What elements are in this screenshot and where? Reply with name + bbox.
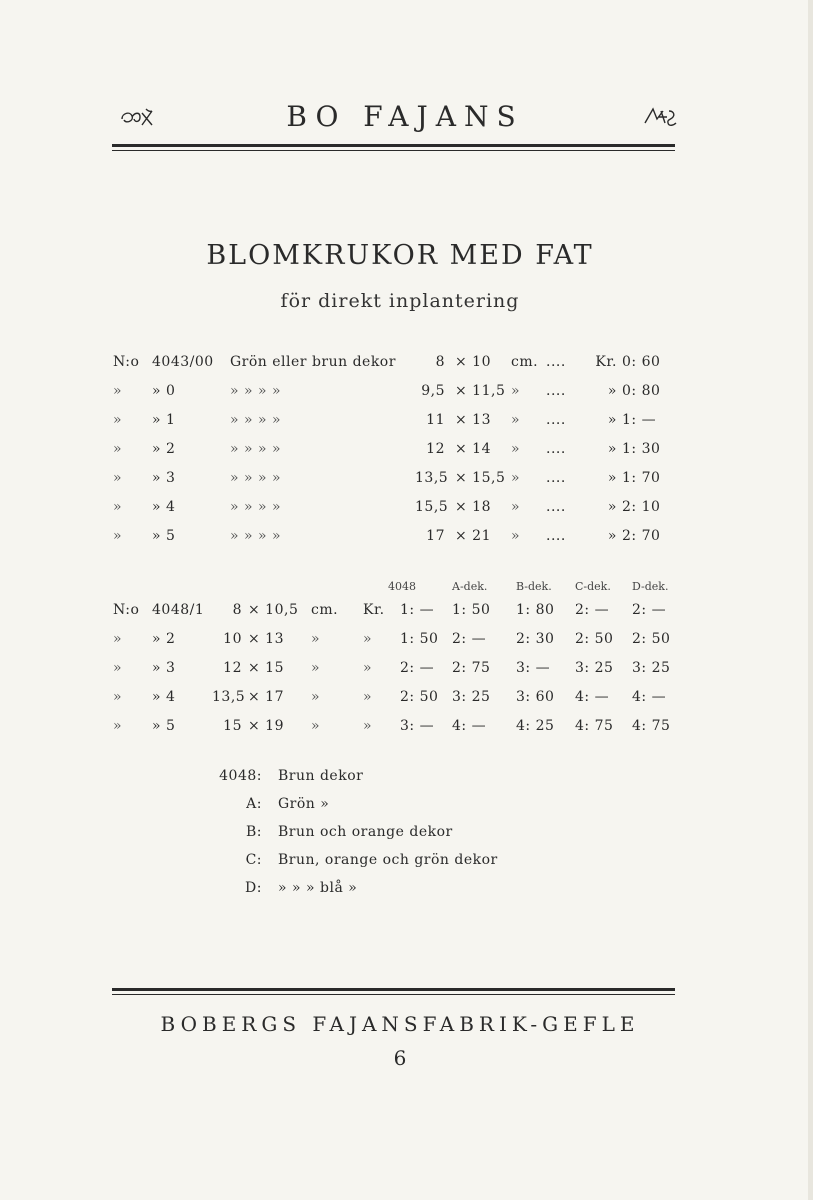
unit: » (311, 660, 321, 676)
row-prefix: » (113, 383, 123, 399)
dimension-b: × 11,5 (455, 383, 506, 399)
item-number: » 4 (152, 499, 176, 515)
price: 2: 50 (575, 631, 614, 647)
header-brand: BO FAJANS (286, 100, 524, 133)
row-prefix: » (113, 528, 123, 544)
price: 2: 50 (632, 631, 671, 647)
legend-key: 4048: (219, 768, 262, 784)
currency: » (607, 528, 617, 544)
price: 4: — (632, 689, 667, 705)
price: 3: — (400, 718, 435, 734)
decor-description: » » » » (230, 441, 282, 457)
column-header: D-dek. (632, 580, 669, 593)
currency: » (363, 660, 373, 676)
leader-dots: .... (546, 499, 566, 515)
row-prefix: N:o (113, 354, 140, 370)
column-header: B-dek. (516, 580, 552, 593)
dimension-b: × 15,5 (455, 470, 506, 486)
unit: » (311, 631, 321, 647)
currency: » (363, 718, 373, 734)
price: 2: 75 (452, 660, 491, 676)
dimension-b: × 10 (455, 354, 491, 370)
price: 1: — (400, 602, 435, 618)
item-number: » 2 (152, 441, 176, 457)
row-prefix: » (113, 499, 123, 515)
dimension-a: 12 (223, 660, 242, 676)
price: 3: 25 (575, 660, 614, 676)
price: 1: — (622, 412, 657, 428)
dimension-b: × 21 (455, 528, 491, 544)
dimension-b: × 17 (248, 689, 284, 705)
unit: » (311, 718, 321, 734)
item-number: » 2 (152, 631, 176, 647)
decor-description: » » » » (230, 383, 282, 399)
dimension-a: 9,5 (421, 383, 445, 399)
item-number: » 3 (152, 660, 176, 676)
price: 1: 50 (452, 602, 491, 618)
decor-description: » » » » (230, 528, 282, 544)
legend-text: Grön » (278, 796, 330, 812)
price: 1: 30 (622, 441, 661, 457)
price: 4: — (452, 718, 487, 734)
page-title: BLOMKRUKOR MED FAT (206, 240, 594, 271)
unit: » (511, 383, 521, 399)
decor-description: Grön eller brun dekor (230, 354, 396, 370)
legend-text: » » » blå » (278, 880, 358, 896)
dimension-a: 13,5 (415, 470, 449, 486)
column-header: C-dek. (575, 580, 611, 593)
leader-dots: .... (546, 441, 566, 457)
currency: » (607, 441, 617, 457)
legend-key: C: (245, 852, 262, 868)
item-number: 4043/00 (152, 354, 214, 370)
item-number: » 3 (152, 470, 176, 486)
leader-dots: .... (546, 528, 566, 544)
dimension-a: 13,5 (212, 689, 246, 705)
dimension-a: 8 (232, 602, 242, 618)
decor-description: » » » » (230, 470, 282, 486)
decor-description: » » » » (230, 412, 282, 428)
dimension-a: 11 (426, 412, 445, 428)
row-prefix: N:o (113, 602, 140, 618)
legend-text: Brun och orange dekor (278, 824, 453, 840)
item-number: » 4 (152, 689, 176, 705)
price: 3: 25 (452, 689, 491, 705)
unit: » (311, 689, 321, 705)
dimension-b: × 19 (248, 718, 284, 734)
price: 2: — (400, 660, 435, 676)
price: 1: 80 (516, 602, 555, 618)
price: 0: 80 (622, 383, 661, 399)
currency: » (607, 470, 617, 486)
dimension-b: × 18 (455, 499, 491, 515)
currency: » (607, 499, 617, 515)
item-number: » 1 (152, 412, 176, 428)
dimension-b: × 13 (455, 412, 491, 428)
price: 2: 50 (400, 689, 439, 705)
header-rule-thin (112, 150, 675, 151)
page-number: 6 (393, 1046, 407, 1070)
price: 3: — (516, 660, 551, 676)
unit: » (511, 499, 521, 515)
currency: » (363, 689, 373, 705)
decor-description: » » » » (230, 499, 282, 515)
page-edge (808, 0, 813, 1200)
column-header: 4048 (388, 580, 416, 593)
price: 4: — (575, 689, 610, 705)
price: 4: 75 (632, 718, 671, 734)
footer-rule-thick (112, 988, 675, 991)
price: 2: 10 (622, 499, 661, 515)
monogram-right-icon (643, 105, 683, 129)
row-prefix: » (113, 718, 123, 734)
row-prefix: » (113, 412, 123, 428)
legend-text: Brun dekor (278, 768, 364, 784)
price: 3: 60 (516, 689, 555, 705)
price: 4: 75 (575, 718, 614, 734)
leader-dots: .... (546, 383, 566, 399)
dimension-a: 15 (223, 718, 242, 734)
item-number: 4048/1 (152, 602, 205, 618)
row-prefix: » (113, 441, 123, 457)
price: 1: 70 (622, 470, 661, 486)
currency: » (363, 631, 373, 647)
header-rule-thick (112, 144, 675, 147)
unit: » (511, 412, 521, 428)
currency: Kr. (363, 602, 385, 618)
unit: cm. (311, 602, 339, 618)
currency: Kr. (595, 354, 617, 370)
currency: » (607, 383, 617, 399)
price: 2: — (452, 631, 487, 647)
legend-text: Brun, orange och grön dekor (278, 852, 498, 868)
unit: » (511, 441, 521, 457)
row-prefix: » (113, 631, 123, 647)
row-prefix: » (113, 660, 123, 676)
item-number: » 0 (152, 383, 176, 399)
leader-dots: .... (546, 412, 566, 428)
dimension-a: 10 (223, 631, 242, 647)
leader-dots: .... (546, 470, 566, 486)
currency: » (607, 412, 617, 428)
price: 2: — (632, 602, 667, 618)
page-subtitle: för direkt inplantering (280, 290, 520, 312)
leader-dots: .... (546, 354, 566, 370)
footer-company: BOBERGS FAJANSFABRIK-GEFLE (160, 1012, 640, 1036)
price: 2: 70 (622, 528, 661, 544)
dimension-b: × 13 (248, 631, 284, 647)
price: 0: 60 (622, 354, 661, 370)
row-prefix: » (113, 689, 123, 705)
dimension-a: 12 (426, 441, 445, 457)
price: 2: — (575, 602, 610, 618)
legend-key: B: (245, 824, 262, 840)
footer-rule-thin (112, 994, 675, 995)
price: 4: 25 (516, 718, 555, 734)
row-prefix: » (113, 470, 123, 486)
dimension-b: × 10,5 (248, 602, 299, 618)
column-header: A-dek. (452, 580, 488, 593)
dimension-a: 17 (426, 528, 445, 544)
price: 2: 30 (516, 631, 555, 647)
item-number: » 5 (152, 718, 176, 734)
legend-key: D: (245, 880, 262, 896)
dimension-a: 8 (435, 354, 445, 370)
monogram-left-icon (118, 105, 158, 129)
price: 1: 50 (400, 631, 439, 647)
item-number: » 5 (152, 528, 176, 544)
unit: cm. (511, 354, 539, 370)
dimension-b: × 14 (455, 441, 491, 457)
dimension-a: 15,5 (415, 499, 449, 515)
legend-key: A: (246, 796, 262, 812)
unit: » (511, 528, 521, 544)
price: 3: 25 (632, 660, 671, 676)
dimension-b: × 15 (248, 660, 284, 676)
unit: » (511, 470, 521, 486)
